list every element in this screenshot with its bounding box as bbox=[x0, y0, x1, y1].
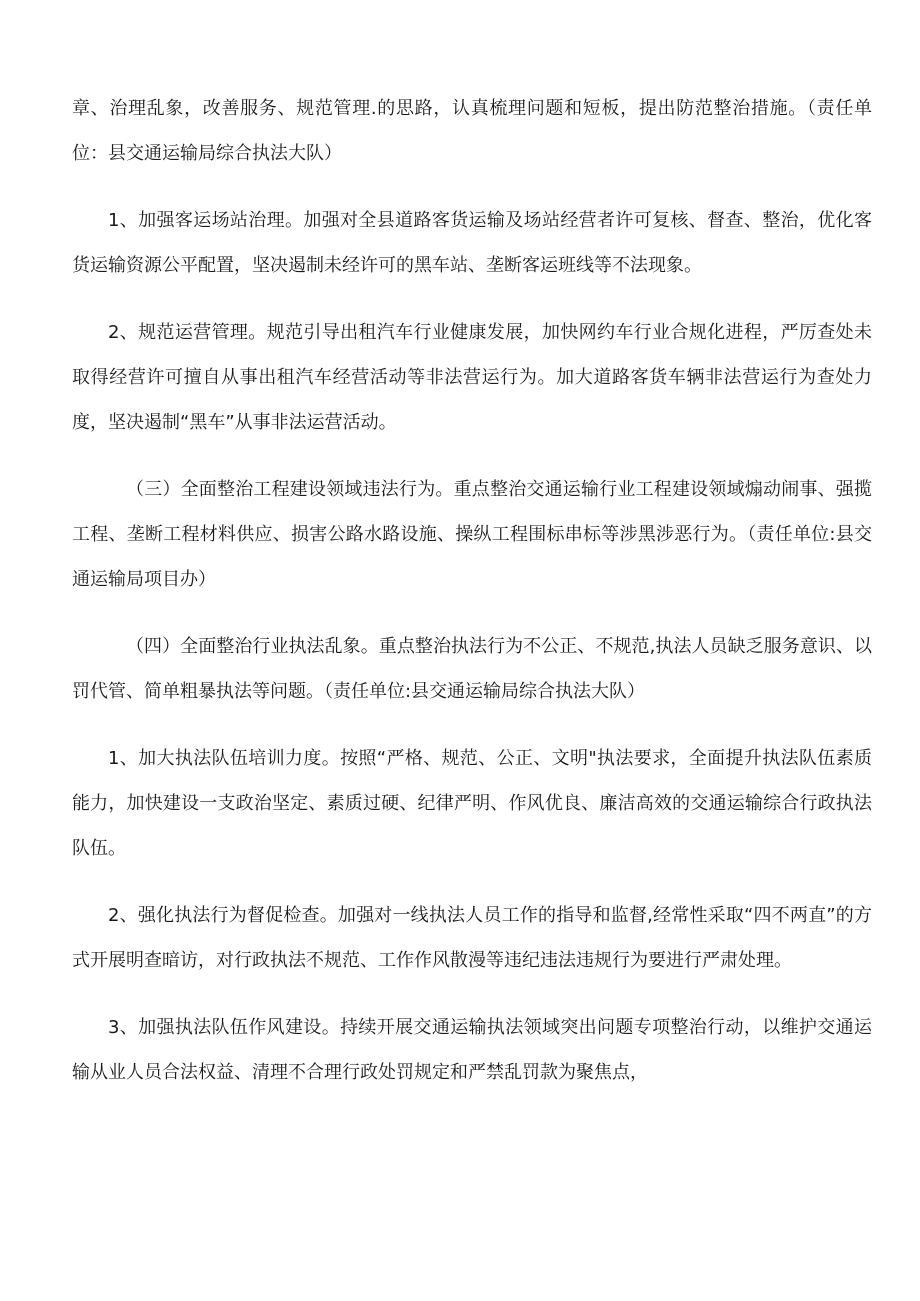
paragraph-item-3-work-style: 3、加强执法队伍作风建设。持续开展交通运输执法领域突出问题专项整治行动，以维护交通运输从业人员合法权益、清理不合理行政处罚规定和严禁乱罚款为聚焦点， bbox=[72, 1017, 872, 1083]
paragraph-item-2-operation-management: 2、规范运营管理。规范引导出租汽车行业健康发展，加快网约车行业合规化进程，严厉查处未取得经营许可擅自从事出租汽车经营活动等非法营运行为。加大道路客货车辆非法营运行为查处力度，坚决遏制“黑车”从事非法运营活动。 bbox=[72, 322, 872, 433]
paragraph-section-3-engineering: （三）全面整治工程建设领域违法行为。重点整治交通运输行业工程建设领域煽动闹事、强揽工程、垄断工程材料供应、损害公路水路设施、操纵工程围标串标等涉黑涉恶行为。（责任单位:县交通运输局项目办） bbox=[72, 479, 872, 590]
paragraph-item-1-training: 1、加大执法队伍培训力度。按照“严格、规范、公正、文明"执法要求，全面提升执法队伍素质能力，加快建设一支政治坚定、素质过硬、纪律严明、作风优良、廉洁高效的交通运输综合行政执法队伍。 bbox=[72, 748, 872, 859]
paragraph-section-4-law-enforcement: （四）全面整治行业执法乱象。重点整治执法行为不公正、不规范,执法人员缺乏服务意识、以罚代管、简单粗暴执法等问题。（责任单位:县交通运输局综合执法大队） bbox=[72, 636, 872, 702]
paragraph-item-2-supervision: 2、强化执法行为督促检查。加强对一线执法人员工作的指导和监督,经常性采取“四不两直”的方式开展明查暗访，对行政执法不规范、工作作风散漫等违纪违法违规行为要进行严肃处理。 bbox=[72, 905, 872, 971]
paragraph-continuation: 章、治理乱象，改善服务、规范管理.的思路，认真梳理问题和短板，提出防范整治措施。（责任单位：县交通运输局综合执法大队） bbox=[72, 98, 872, 164]
paragraph-item-1-passenger-stations: 1、加强客运场站治理。加强对全县道路客货运输及场站经营者许可复核、督查、整治，优化客货运输资源公平配置，坚决遏制未经许可的黑车站、垄断客运班线等不法现象。 bbox=[72, 210, 872, 276]
